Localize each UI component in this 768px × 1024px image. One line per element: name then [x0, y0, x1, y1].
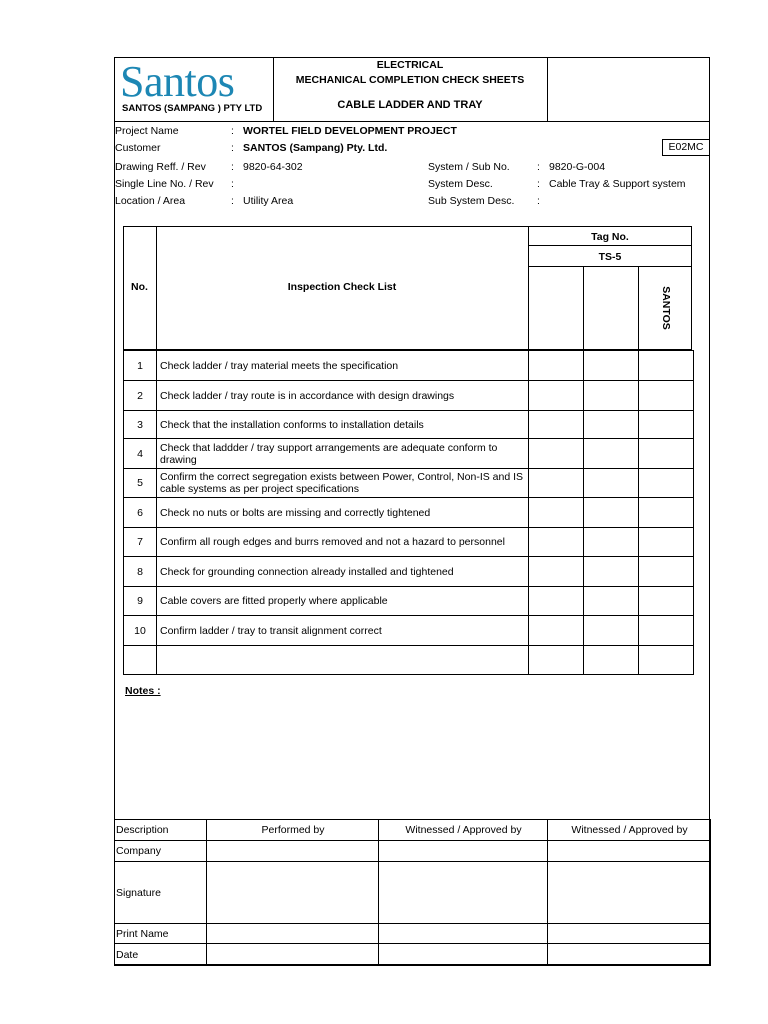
tag-col-divider: [638, 266, 639, 350]
signoff-cell[interactable]: [548, 862, 711, 924]
item-text: Check that laddder / tray support arrangements are adequate conform to drawing: [157, 439, 529, 469]
item-text: Confirm ladder / tray to transit alignment correct: [157, 616, 529, 646]
signoff-cell[interactable]: [548, 841, 711, 862]
tag-cell[interactable]: [584, 439, 639, 469]
location-label: Location / Area: [115, 195, 186, 207]
tag-cell[interactable]: [639, 411, 694, 439]
item-no: 7: [124, 528, 157, 557]
tag-cell[interactable]: [529, 557, 584, 587]
tag-cell[interactable]: [639, 469, 694, 498]
info-colon: :: [231, 125, 234, 137]
checklist-table: [123, 350, 694, 675]
table-row: [124, 381, 694, 411]
header-divider-right: [547, 57, 548, 121]
signoff-cell[interactable]: [207, 944, 379, 966]
table-row: [124, 351, 694, 381]
customer-label: Customer: [115, 142, 161, 154]
item-text: Check no nuts or bolts are missing and correctly tightened: [157, 498, 529, 528]
table-row: [124, 528, 694, 557]
info-colon: :: [231, 142, 234, 154]
item-text: Cable covers are fitted properly where applicable: [157, 587, 529, 616]
item-no: 4: [124, 439, 157, 469]
table-row: [124, 469, 694, 498]
santos-rotated-label: SANTOS: [660, 286, 672, 330]
tag-cell[interactable]: [584, 351, 639, 381]
system-desc-label: System Desc.: [428, 178, 493, 190]
item-no: 10: [124, 616, 157, 646]
tag-cell[interactable]: [584, 557, 639, 587]
item-text: Check that the installation conforms to installation details: [157, 411, 529, 439]
tag-cell[interactable]: [529, 411, 584, 439]
project-name-label: Project Name: [115, 125, 179, 137]
form-code: E02MC: [668, 141, 704, 153]
tag-cell[interactable]: [584, 528, 639, 557]
signoff-cell[interactable]: [379, 862, 548, 924]
info-colon: :: [537, 178, 540, 190]
signoff-header-witnessed: Witnessed / Approved by: [379, 820, 548, 841]
signoff-header-performed: Performed by: [207, 820, 379, 841]
col-no-header: No.: [131, 281, 148, 293]
tag-cell[interactable]: [529, 587, 584, 616]
signoff-header-witnessed: Witnessed / Approved by: [548, 820, 711, 841]
info-colon: :: [231, 161, 234, 173]
item-no: 6: [124, 498, 157, 528]
tag-cell[interactable]: [584, 381, 639, 411]
tag-cell[interactable]: [529, 381, 584, 411]
project-name-value: WORTEL FIELD DEVELOPMENT PROJECT: [243, 125, 457, 137]
drawing-ref-label: Drawing Reff. / Rev: [115, 161, 206, 173]
signoff-label: Date: [115, 944, 207, 966]
info-colon: :: [231, 178, 234, 190]
item-text: Check ladder / tray material meets the specification: [157, 351, 529, 381]
system-no-label: System / Sub No.: [428, 161, 510, 173]
tag-cell[interactable]: [639, 528, 694, 557]
col-desc-header: Inspection Check List: [287, 281, 397, 293]
tag-cell[interactable]: [584, 646, 639, 675]
signoff-label: Company: [115, 841, 207, 862]
item-no: 2: [124, 381, 157, 411]
table-row: [124, 646, 694, 675]
table-row: [124, 439, 694, 469]
tag-cell[interactable]: [529, 646, 584, 675]
tag-cell[interactable]: [639, 646, 694, 675]
info-colon: :: [231, 195, 234, 207]
tag-cell[interactable]: [529, 439, 584, 469]
item-no: 5: [124, 469, 157, 498]
tag-cell[interactable]: [584, 411, 639, 439]
tag-cell[interactable]: [584, 587, 639, 616]
item-no: 8: [124, 557, 157, 587]
info-colon: :: [537, 195, 540, 207]
signoff-cell[interactable]: [207, 862, 379, 924]
sub-system-desc-label: Sub System Desc.: [428, 195, 515, 207]
item-text: Check for grounding connection already installed and tightened: [157, 557, 529, 587]
tag-cell[interactable]: [584, 469, 639, 498]
signoff-cell[interactable]: [207, 924, 379, 944]
santos-logo: Santos: [120, 57, 235, 106]
item-no: 3: [124, 411, 157, 439]
item-no: 9: [124, 587, 157, 616]
header-bottom-line: [114, 121, 710, 122]
tag-cell[interactable]: [529, 616, 584, 646]
tag-no-value: TS-5: [598, 251, 622, 263]
tag-value-line: [528, 266, 692, 267]
customer-value: SANTOS (Sampang) Pty. Ltd.: [243, 142, 388, 154]
signoff-header-row: [115, 820, 711, 841]
tag-cell[interactable]: [639, 557, 694, 587]
item-text: [157, 646, 529, 675]
signoff-cell[interactable]: [548, 944, 711, 966]
signoff-cell[interactable]: [379, 841, 548, 862]
signoff-header-description: Description: [115, 820, 207, 841]
tag-cell[interactable]: [639, 439, 694, 469]
tag-cell[interactable]: [639, 381, 694, 411]
item-no: 1: [124, 351, 157, 381]
signoff-table: [114, 819, 711, 966]
signoff-label: Print Name: [115, 924, 207, 944]
tag-cell[interactable]: [584, 498, 639, 528]
signoff-row-date: [115, 944, 711, 966]
item-text: Confirm the correct segregation exists between Power, Control, Non-IS and IS cable systems as per project specifications: [157, 469, 529, 498]
tag-cell[interactable]: [639, 587, 694, 616]
table-row: [124, 411, 694, 439]
tag-col-divider: [583, 266, 584, 350]
tag-cell[interactable]: [639, 351, 694, 381]
sheet-title: MECHANICAL COMPLETION CHECK SHEETS: [295, 74, 525, 86]
signoff-cell[interactable]: [379, 924, 548, 944]
signoff-label: Signature: [115, 862, 207, 924]
drawing-ref-value: 9820-64-302: [243, 161, 303, 173]
single-line-label: Single Line No. / Rev: [115, 178, 214, 190]
discipline-title: ELECTRICAL: [376, 59, 444, 71]
notes-label: Notes :: [125, 685, 161, 697]
signoff-cell[interactable]: [207, 841, 379, 862]
signoff-row-signature: [115, 862, 711, 924]
tag-cell[interactable]: [529, 469, 584, 498]
item-text: Confirm all rough edges and burrs removed and not a hazard to personnel: [157, 528, 529, 557]
tag-cell[interactable]: [529, 528, 584, 557]
tag-cell[interactable]: [529, 351, 584, 381]
item-no: [124, 646, 157, 675]
signoff-row-company: [115, 841, 711, 862]
tag-cell[interactable]: [584, 616, 639, 646]
sheet-subject: CABLE LADDER AND TRAY: [337, 99, 483, 111]
table-row: [124, 587, 694, 616]
tag-label-line: [528, 245, 692, 246]
info-colon: :: [537, 161, 540, 173]
signoff-cell[interactable]: [548, 924, 711, 944]
tag-cell[interactable]: [639, 498, 694, 528]
tag-no-label: Tag No.: [591, 231, 629, 243]
tag-cell[interactable]: [529, 498, 584, 528]
system-desc-value: Cable Tray & Support system: [549, 178, 686, 190]
tag-cell[interactable]: [639, 616, 694, 646]
system-no-value: 9820-G-004: [549, 161, 606, 173]
company-subtitle: SANTOS (SAMPANG ) PTY LTD: [122, 103, 263, 114]
signoff-row-print-name: [115, 924, 711, 944]
signoff-cell[interactable]: [379, 944, 548, 966]
location-value: Utility Area: [243, 195, 294, 207]
table-row: [124, 557, 694, 587]
table-row: [124, 498, 694, 528]
table-row: [124, 616, 694, 646]
item-text: Check ladder / tray route is in accordance with design drawings: [157, 381, 529, 411]
